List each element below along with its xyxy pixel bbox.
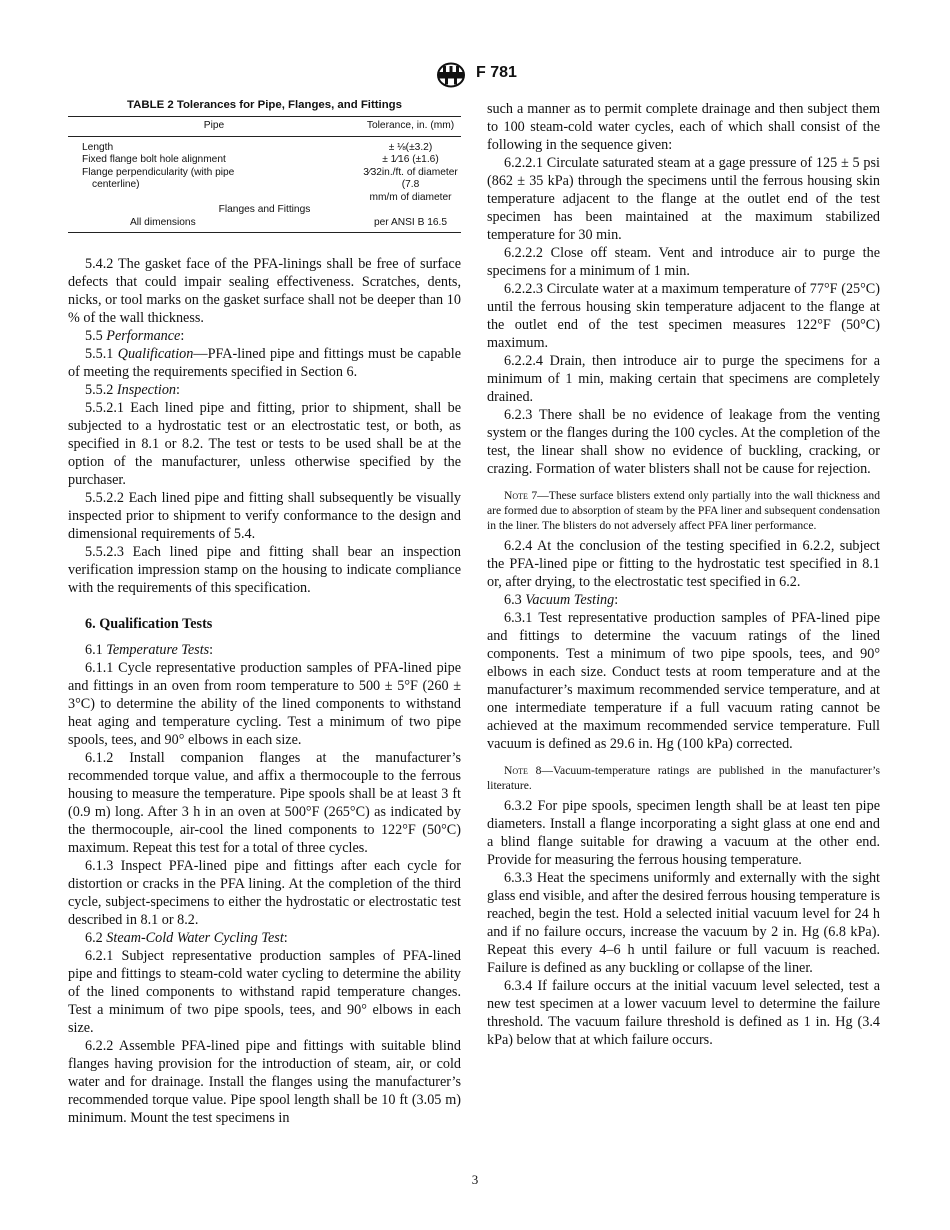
heading-vacuum-testing: Vacuum Testing xyxy=(525,592,615,608)
table-cell-label-line2: centerline) xyxy=(92,179,140,190)
paragraph-6-2-3: 6.2.3 There shall be no evidence of leakage from the venting system or the flanges during the 100 cycles. At the completion of the test, the linear shall show no evidence of buckling, cracking, or crazing. Formation of water blisters shall not be cause for rejection. xyxy=(487,407,880,477)
paragraph-5-5-2: 5.5.2 Inspection: xyxy=(85,382,180,398)
paragraph-6-2-2: 6.2.2 Assemble PFA-lined pipe and fittings with suitable blind flanges having provision for the introduction of steam, air, or cold water and for drainage. Install the flanges using the manufacturer’s recommended torque value. Pipe spool length shall be 10 ft (3.05 m) minimum. Mount the test specimens in xyxy=(68,1038,461,1126)
paragraph-5-4-2: 5.4.2 The gasket face of the PFA-linings shall be free of surface defects that could impair sealing effectiveness. Scratches, dents, nicks, or tool marks on the gasket surface shall not be deeper than 10 % of the wall thickness. xyxy=(68,256,461,326)
section-6-heading: 6. Qualification Tests xyxy=(85,616,213,632)
table-cell-label: Length xyxy=(82,141,114,153)
paragraph-5-5: 5.5 Performance: xyxy=(85,328,185,344)
table-title: TABLE 2 Tolerances for Pipe, Flanges, and Fittings xyxy=(127,99,402,111)
paragraph-5-5-2-2: 5.5.2.2 Each lined pipe and fitting shall subsequently be visually inspected prior to shipment to verify conformance to the design and dimensional requirements of 5.4. xyxy=(68,490,461,542)
paragraph-5-5-1: 5.5.1 Qualification—PFA-lined pipe and fittings must be capable of meeting the requirements specified in Section 6. xyxy=(68,346,461,380)
paragraph-6-1-1: 6.1.1 Cycle representative production samples of PFA-lined pipe and fittings in an oven from room temperature to 500 ± 5°F (260 ± 3°C) to determine the ability of the lined components to withstand heat aging and temperature cycling. Test a minimum of two pipe spools, tees, and 90° elbows in each size. xyxy=(68,660,461,748)
right-column xyxy=(487,100,880,1049)
table-cell-value: per ANSI B 16.5 xyxy=(360,217,461,233)
paragraph-6-3-1: 6.3.1 Test representative production samples of PFA-lined pipe and fittings to determine the vacuum ratings of the lined components. Test a minimum of two pipe spools, tees, and 90° elbows in each size. Conduct tests at room temperature and at the manufacturer’s maximum recommended service temperature, and at one intermediate temperature if a full vacuum rating cannot be achieved at the maximum recommended service temperature. Full vacuum is defined as 29.6 in. Hg (100 kPa) corrected. xyxy=(487,610,880,752)
paragraph-6-1: 6.1 Temperature Tests: xyxy=(85,642,214,658)
table-cell-label-line1: Flange perpendicularity (with pipe xyxy=(82,166,235,178)
table-cell-label xyxy=(68,167,360,205)
paragraph-6-1-2: 6.1.2 Install companion flanges at the manufacturer’s recommended torque value, and affix a thermocouple to the ferrous housing to measure the temperature. Pipe spools shall be at least 3 ft (0.9 m) long. After 3 h in an oven at 500°F (265°C) as indicated by the thermocouple, air-cool the lined components to 122°F (50°C) maximum. Repeat this test for a total of three cycles. xyxy=(68,750,461,856)
paragraph-6-2-2-1: 6.2.2.1 Circulate saturated steam at a gage pressure of 125 ± 5 psi (862 ± 35 kPa) through the specimens until the ferrous housing skin temperature adjacent to the flange at the outlet end of the test specimen has been maintained at the maximum stabilized temperature for 30 min. xyxy=(487,155,880,243)
table-subheader-row xyxy=(68,204,461,217)
table-header-tolerance: Tolerance, in. (mm) xyxy=(360,117,461,137)
note-8: Note 8—Vacuum-temperature ratings are published in the manufacturer’s literature. xyxy=(487,764,880,792)
table-header-pipe: Pipe xyxy=(68,117,360,137)
paragraph-6-3-3: 6.3.3 Heat the specimens uniformly and externally with the sight glass end visible, and after the desired ferrous housing temperature is reached, begin the test. Hold a selected initial vacuum level for 24 h and if no failure occurs, increase the vacuum by 2 in. Hg (6.8 kPa). Repeat this every 4–6 h until failure or full vacuum is reached. Failure is defined as any buckling or collapse of the liner. xyxy=(487,870,880,976)
astm-logo-icon xyxy=(436,62,466,88)
paragraph-6-2-2-3: 6.2.2.3 Circulate water at a maximum temperature of 77°F (25°C) until the ferrous housing skin temperature adjacent to the flange at the outlet end of the test specimen measures 122°F (50°C) maximum. xyxy=(487,281,880,351)
paragraph-6-2-4: 6.2.4 At the conclusion of the testing specified in 6.2.2, subject the PFA-lined pipe or fitting to the hydrostatic test specified in 8.1 or, after drying, to the electrostatic test specified in 6.2. xyxy=(487,538,880,590)
table-row xyxy=(68,136,461,154)
tolerance-table xyxy=(68,116,461,233)
note-7: Note 7—These surface blisters extend only partially into the wall thickness and are formed due to absorption of steam by the PFA liner and subsequent condensation in the liner. The blisters do not adversely affect PFA liner performance. xyxy=(487,489,880,532)
table-cell-value-line2: mm/m of diameter xyxy=(369,191,452,203)
heading-temperature-tests: Temperature Tests xyxy=(106,642,210,658)
page-number: 3 xyxy=(471,1172,479,1187)
table-row xyxy=(68,217,461,233)
paragraph-5-5-2-1: 5.5.2.1 Each lined pipe and fitting, prior to shipment, shall be subjected to a hydrostatic test or an electrostatic test, or both, as specified in 8.1 or 8.2. The test or tests to be used shall be at the option of the manufacturer, unless otherwise specified by the purchaser. xyxy=(68,400,461,488)
paragraph-6-2-2-continued: such a manner as to permit complete drainage and then subject them to 100 steam-cold water cycles, each of which shall consist of the following in the sequence given: xyxy=(487,101,880,153)
paragraph-6-2-1: 6.2.1 Subject representative production samples of PFA-lined pipe and fittings to steam-cold water cycling to determine the ability of the lined components to withstand rapid temperature changes. Test a minimum of two pipe spools, tees, and 90° elbows in each size. xyxy=(68,948,461,1036)
note-7-label: Note 7 xyxy=(504,489,538,502)
paragraph-6-3-2: 6.3.2 For pipe spools, specimen length shall be at least ten pipe diameters. Install a flange incorporating a sight glass at one end and a blind flange suitable for drawing a vacuum at the other end. Provide for measuring the ferrous housing temperature. xyxy=(487,798,880,868)
table-cell-value: ± ⅛(±3.2) xyxy=(388,141,433,153)
standard-designation: F 781 xyxy=(476,64,517,81)
paragraph-6-2-2-4: 6.2.2.4 Drain, then introduce air to purge the specimens for a minimum of 1 min, making certain that specimens are completely drained. xyxy=(487,353,880,405)
table-cell-value xyxy=(360,167,461,205)
note-8-label: Note 8 xyxy=(504,764,542,777)
table-2 xyxy=(68,98,461,233)
table-cell-label: All dimensions xyxy=(68,217,360,233)
heading-steam-cold-water: Steam-Cold Water Cycling Test xyxy=(106,930,284,946)
heading-qualification: Qualification xyxy=(117,346,194,362)
paragraph-6-3: 6.3 Vacuum Testing: xyxy=(504,592,619,608)
heading-performance: Performance xyxy=(106,328,181,344)
paragraph-6-3-4: 6.3.4 If failure occurs at the initial vacuum level selected, test a new test specimen at a lower vacuum level to determine the failure threshold. The vacuum failure threshold is defined as 1 in. Hg (3.4 kPa) below that at which failure occurs. xyxy=(487,978,880,1048)
table-row xyxy=(68,167,461,205)
heading-inspection: Inspection xyxy=(116,382,177,398)
paragraph-6-2: 6.2 Steam-Cold Water Cycling Test: xyxy=(85,930,288,946)
paragraph-5-5-2-3: 5.5.2.3 Each lined pipe and fitting shall bear an inspection verification impression stamp on the housing to indicate compliance with the requirements of this specification. xyxy=(68,544,461,596)
table-row xyxy=(68,154,461,167)
page-header xyxy=(0,60,950,90)
table-cell-label: Fixed flange bolt hole alignment xyxy=(82,154,226,165)
paragraph-6-2-2-2: 6.2.2.2 Close off steam. Vent and introduce air to purge the specimens for a minimum of 1 min. xyxy=(487,245,880,279)
table-cell-value-line1: 3⁄32in./ft. of diameter (7.8 xyxy=(363,166,458,190)
paragraph-6-1-3: 6.1.3 Inspect PFA-lined pipe and fittings after each cycle for distortion or cracks in the PFA lining. At the completion of the third cycle, subject-specimens to either the hydrostatic or electrostatic test described in 8.1 or 8.2. xyxy=(68,858,461,928)
table-cell-value: ± 1⁄16 (±1.6) xyxy=(382,154,439,165)
left-column xyxy=(68,98,461,1127)
table-subheader: Flanges and Fittings xyxy=(218,204,311,215)
